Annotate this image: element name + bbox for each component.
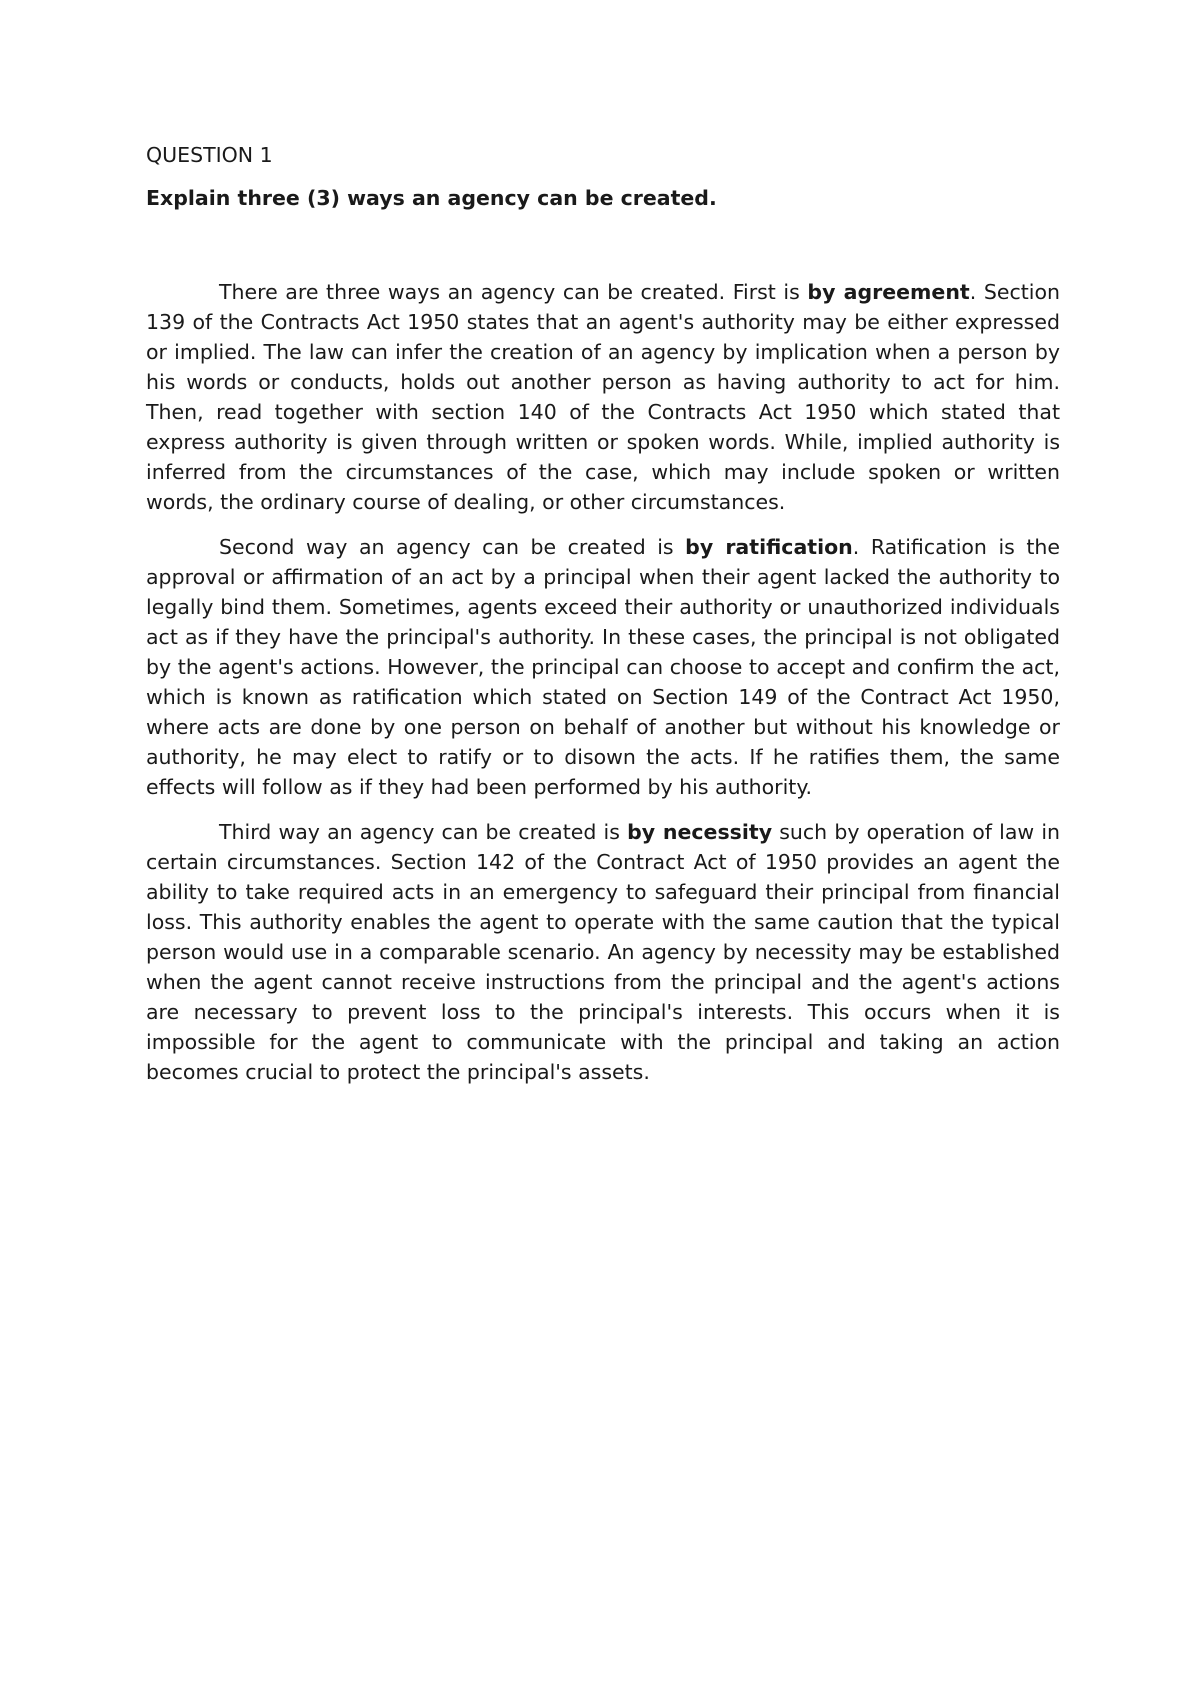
paragraph-necessity <box>146 817 1060 1087</box>
paragraph-agreement <box>146 277 1060 517</box>
paragraph-text: such by operation of law in certain circumstances. Section 142 of the Contract Act of 1950 provides an agent the ability to take required acts in an emergency to safeguard their principal from financial loss. This authority enables the agent to operate with the same caution that the typical person would use in a comparable scenario. An agency by necessity may be established when the agent cannot receive instructions from the principal and the agent's actions are necessary to prevent loss to the principal's interests. This occurs when it is impossible for the agent to communicate with the principal and taking an action becomes crucial to protect the principal's assets. <box>146 820 1061 1084</box>
emphasis-by-agreement: by agreement <box>807 280 970 304</box>
emphasis-by-necessity: by necessity <box>627 820 773 844</box>
question-prompt: Explain three (3) ways an agency can be created. <box>146 186 717 210</box>
paragraph-text: . Section 139 of the Contracts Act 1950 states that an agent's authority may be either expressed or implied. The law can infer the creation of an agency by implication when a person by his words or conducts, holds out another person as having authority to act for him. Then, read together with section 140 of the Contracts Act 1950 which stated that express authority is given through written or spoken words. While, implied authority is inferred from the circumstances of the case, which may include spoken or written words, the ordinary course of dealing, or other circumstances. <box>146 280 1060 514</box>
paragraph-text: . Ratification is the approval or affirmation of an act by a principal when their agent lacked the authority to legally bind them. Sometimes, agents exceed their authority or unauthorized individuals act as if they have the principal's authority. In these cases, the principal is not obligated by the agent's actions. However, the principal can choose to accept and confirm the act, which is known as ratification which stated on Section 149 of the Contract Act 1950, where acts are done by one person on behalf of another but without his knowledge or authority, he may elect to ratify or to disown the acts. If he ratifies them, the same effects will follow as if they had been performed by his authority. <box>146 535 1060 799</box>
question-heading: QUESTION 1 <box>146 143 273 167</box>
paragraph-text: Second way an agency can be created is <box>219 535 686 559</box>
paragraph-text: There are three ways an agency can be created. First is <box>219 280 808 304</box>
paragraph-ratification <box>146 532 1060 802</box>
paragraph-text: Third way an agency can be created is <box>219 820 628 844</box>
emphasis-by-ratification: by ratification <box>685 535 853 559</box>
document-page <box>146 140 1060 1102</box>
